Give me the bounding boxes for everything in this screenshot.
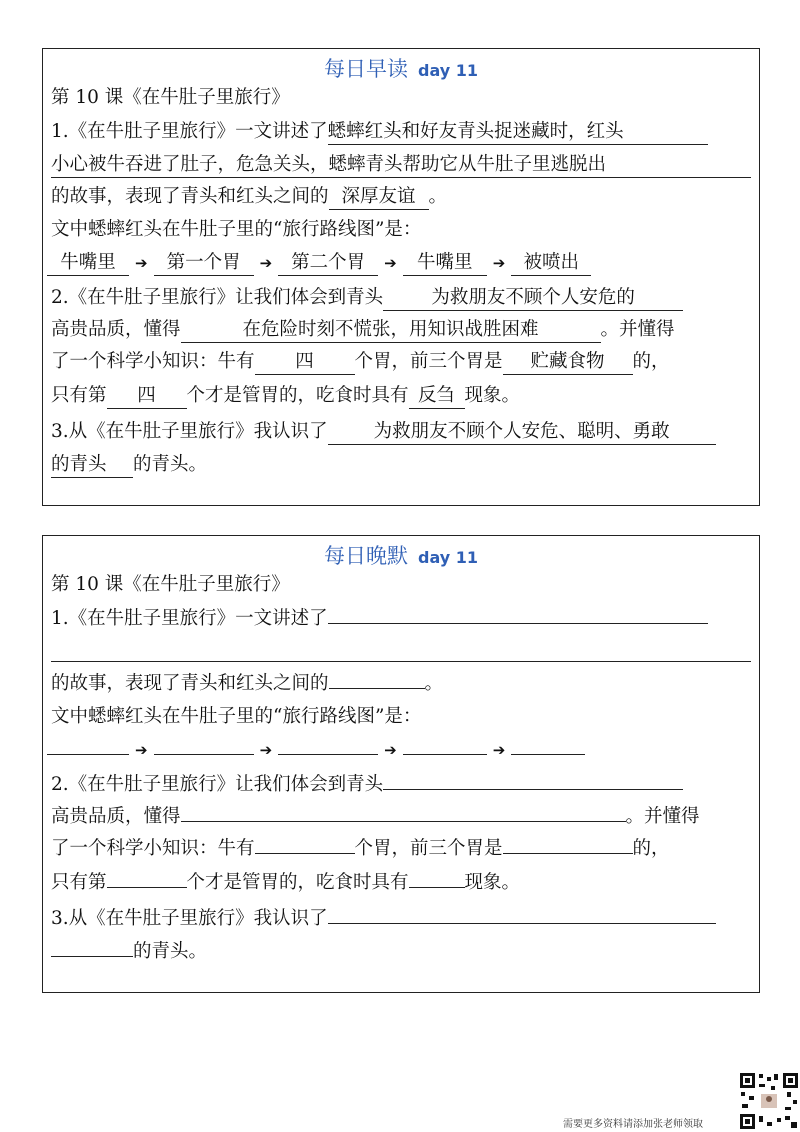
e-q2-l3-suffix: 的， <box>632 838 670 859</box>
q3-blank-1[interactable] <box>328 923 716 924</box>
morning-q1-line3 <box>51 184 447 210</box>
q3-answer-1: 为救朋友不顾个人安危、聪明、勇敢 <box>328 420 716 445</box>
evening-q3-line2 <box>51 939 207 965</box>
route-blank-2[interactable] <box>154 754 254 755</box>
q1-mid: 的故事，表现了青头和红头之间的 <box>51 186 329 207</box>
evening-lesson-title: 第 10 课《在牛肚子里旅行》 <box>51 574 290 595</box>
qr-code-icon <box>739 1072 799 1130</box>
morning-lesson-title: 第 10 课《在牛肚子里旅行》 <box>51 87 290 108</box>
e-q2-l2-suffix: 。并懂得 <box>625 806 700 827</box>
q1-prefix: 1.《在牛肚子里旅行》一文讲述了 <box>51 121 328 142</box>
morning-q2-line3 <box>51 349 670 375</box>
evening-title <box>43 540 759 570</box>
arrow-icon: ➔ <box>259 741 273 759</box>
arrow-icon: ➔ <box>492 254 506 272</box>
route-blank-3[interactable] <box>278 754 378 755</box>
evening-q2-line2 <box>51 804 700 830</box>
q2-blank-1[interactable] <box>383 789 683 790</box>
q2-blank-6[interactable] <box>409 887 465 888</box>
q2-l2-suffix: 。并懂得 <box>600 319 675 340</box>
evening-route <box>47 737 585 763</box>
e-q2-l4-mid: 个才是管胃的，吃食时具有 <box>186 872 409 893</box>
q1-end: 。 <box>428 186 448 207</box>
arrow-icon: ➔ <box>384 254 397 272</box>
evening-q3-line1 <box>51 906 716 932</box>
q2-answer-4: 贮藏食物 <box>503 350 633 375</box>
evening-dictation-card <box>42 535 760 993</box>
arrow-icon: ➔ <box>492 741 506 759</box>
q2-l3-prefix: 了一个科学小知识：牛有 <box>51 351 255 372</box>
route-step-5: 被喷出 <box>511 251 591 276</box>
q3-blank-2[interactable] <box>51 956 133 957</box>
q2-l3-suffix: 的， <box>632 351 670 372</box>
e-q2-prefix: 2.《在牛肚子里旅行》让我们体会到青头 <box>51 774 384 795</box>
e-q1-prefix: 1.《在牛肚子里旅行》一文讲述了 <box>51 608 328 629</box>
morning-q3-line1 <box>51 419 716 445</box>
q2-l2-prefix: 高贵品质，懂得 <box>51 319 181 340</box>
arrow-icon: ➔ <box>135 741 148 759</box>
q3-answer-2: 的青头 <box>51 453 133 478</box>
q2-blank-5[interactable] <box>107 887 187 888</box>
morning-day: day 11 <box>417 61 479 80</box>
evening-q1-line3 <box>51 671 443 697</box>
e-q1-mid: 的故事，表现了青头和红头之间的 <box>51 673 329 694</box>
morning-q3-line2 <box>51 452 207 478</box>
evening-q2-line1 <box>51 772 683 798</box>
evening-route-label: 文中蟋蟀红头在牛肚子里的“旅行路线图”是： <box>51 706 422 727</box>
q3-prefix: 3.从《在牛肚子里旅行》我认识了 <box>51 421 328 442</box>
morning-title <box>43 53 759 83</box>
evening-q2-line4 <box>51 870 520 896</box>
route-step-1: 牛嘴里 <box>47 251 129 276</box>
route-step-3: 第二个胃 <box>278 251 378 276</box>
arrow-icon: ➔ <box>259 254 273 272</box>
q2-answer-3: 四 <box>255 350 355 375</box>
q1-blank-1[interactable] <box>328 623 708 624</box>
q1-answer-2: 小心被牛吞进了肚子，危急关头，蟋蟀青头帮助它从牛肚子里逃脱出 <box>51 153 751 178</box>
morning-q2-line1 <box>51 285 683 311</box>
morning-q1-line1 <box>51 119 708 145</box>
q2-prefix: 2.《在牛肚子里旅行》让我们体会到青头 <box>51 287 384 308</box>
footer-note: 需要更多资料请添加张老师领取 <box>563 1119 703 1130</box>
evening-day: day 11 <box>417 548 479 567</box>
morning-title-text: 每日早读 <box>323 57 408 81</box>
morning-q1-line2 <box>51 152 751 178</box>
route-blank-5[interactable] <box>511 754 585 755</box>
q2-l4-suffix: 现象。 <box>464 385 521 406</box>
q1-answer-1: 蟋蟀红头和好友青头捉迷藏时，红头 <box>328 120 708 145</box>
morning-q2-line4 <box>51 383 520 409</box>
q2-blank-4[interactable] <box>503 853 633 854</box>
route-blank-4[interactable] <box>403 754 487 755</box>
q2-answer-1: 为救朋友不顾个人安危的 <box>383 286 683 311</box>
morning-route <box>47 250 591 276</box>
e-q1-end: 。 <box>424 673 444 694</box>
q2-l4-mid: 个才是管胃的，吃食时具有 <box>186 385 409 406</box>
route-step-4: 牛嘴里 <box>403 251 487 276</box>
q1-blank-2[interactable] <box>51 661 751 662</box>
e-q3-suffix: 的青头。 <box>133 941 208 962</box>
morning-reading-card <box>42 48 760 506</box>
q2-l4-prefix: 只有第 <box>51 385 107 406</box>
evening-q2-line3 <box>51 836 670 862</box>
e-q2-l3-mid: 个胃，前三个胃是 <box>354 838 503 859</box>
e-q2-l2-prefix: 高贵品质，懂得 <box>51 806 181 827</box>
arrow-icon: ➔ <box>384 741 397 759</box>
q3-suffix: 的青头。 <box>133 454 208 475</box>
e-q2-l4-suffix: 现象。 <box>464 872 521 893</box>
e-q3-prefix: 3.从《在牛肚子里旅行》我认识了 <box>51 908 328 929</box>
q2-l3-mid: 个胃，前三个胃是 <box>354 351 503 372</box>
morning-q2-line2 <box>51 317 675 343</box>
route-step-2: 第一个胃 <box>154 251 254 276</box>
q2-answer-5: 四 <box>107 384 187 409</box>
q1-answer-3: 深厚友谊 <box>329 185 429 210</box>
q2-blank-2[interactable] <box>181 821 626 822</box>
q2-answer-6: 反刍 <box>409 384 465 409</box>
evening-q1-line1 <box>51 606 708 632</box>
q2-blank-3[interactable] <box>255 853 355 854</box>
q2-answer-2: 在危险时刻不慌张，用知识战胜困难 <box>181 318 601 343</box>
e-q2-l4-prefix: 只有第 <box>51 872 107 893</box>
arrow-icon: ➔ <box>135 254 148 272</box>
q1-blank-3[interactable] <box>329 688 425 689</box>
route-blank-1[interactable] <box>47 754 129 755</box>
evening-title-text: 每日晚默 <box>323 544 408 568</box>
morning-route-label: 文中蟋蟀红头在牛肚子里的“旅行路线图”是： <box>51 219 422 240</box>
e-q2-l3-prefix: 了一个科学小知识：牛有 <box>51 838 255 859</box>
